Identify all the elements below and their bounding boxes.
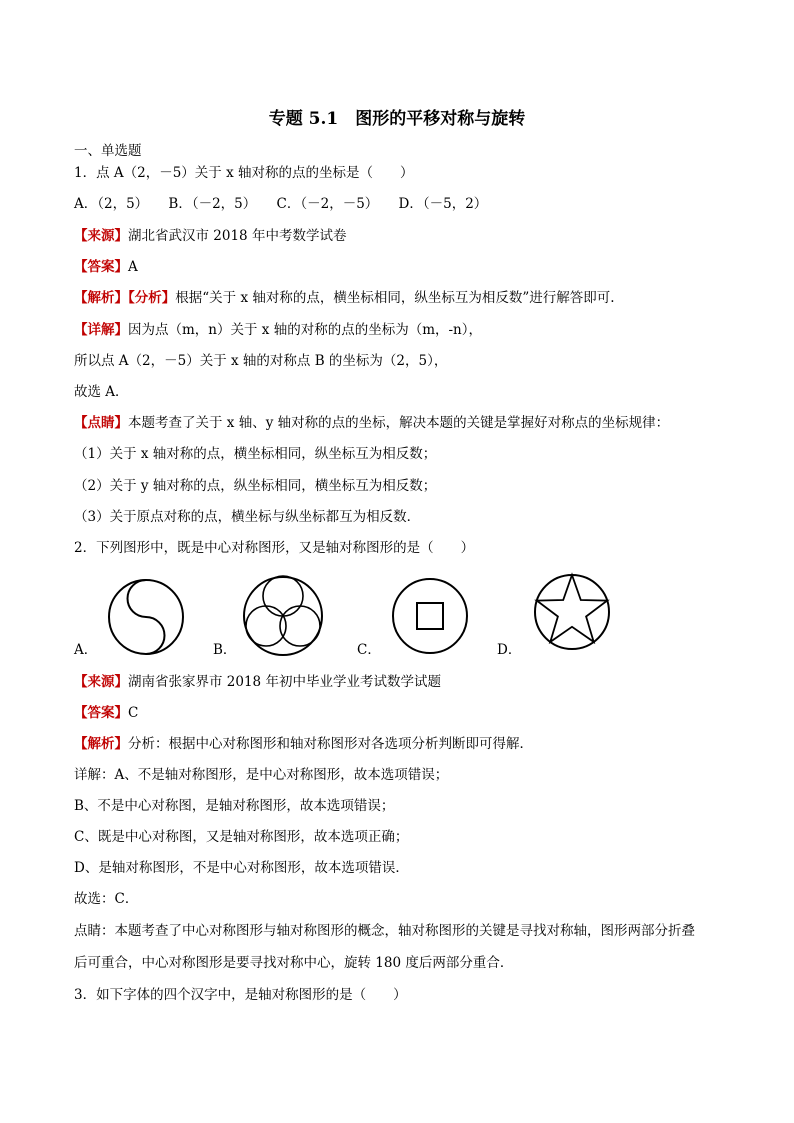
q1-rule3: （3）关于原点对称的点，横坐标与纵坐标都互为相反数． — [74, 509, 421, 525]
q2-detail3: C、既是中心对称图，又是轴对称图形，故本选项正确； — [74, 829, 409, 845]
answer-text: C — [128, 705, 139, 721]
q1-rule2: （2）关于 y 轴对称的点，纵坐标相同，横坐标互为相反数； — [74, 478, 437, 494]
analysis-text: 分析：根据中心对称图形和轴对称图形对各选项分析判断即可得解． — [128, 736, 533, 752]
q1-answer — [74, 257, 138, 277]
section-heading: 一、单选题 — [74, 143, 142, 159]
q1-detail-line3: 故选 A． — [74, 384, 129, 400]
figure-c-square-in-circle — [390, 576, 470, 656]
analysis-text: 根据“关于 x 轴对称的点，横坐标相同，纵坐标互为相反数”进行解答即可. — [175, 290, 615, 306]
q2-detail5: 故选：C． — [74, 891, 139, 907]
detail-tag: 【详解】 — [74, 322, 128, 338]
figure-d-star-in-circle — [532, 572, 612, 652]
answer-tag: 【答案】 — [74, 705, 128, 721]
comment-text: 本题考查了关于 x 轴、y 轴对称的点的坐标，解决本题的关键是掌握好对称点的坐标规律： — [128, 415, 670, 431]
q1-detail — [74, 320, 482, 340]
q1-stem: 1．点 A（2，－5）关于 x 轴对称的点的坐标是（ ） — [74, 165, 414, 181]
source-tag: 【来源】 — [74, 228, 128, 244]
analysis-tag: 【解析】【分析】 — [74, 290, 176, 306]
source-tag: 【来源】 — [74, 674, 128, 690]
source-text: 湖北省武汉市 2018 年中考数学试卷 — [128, 228, 347, 244]
q1-comment — [74, 413, 669, 433]
answer-tag: 【答案】 — [74, 259, 128, 275]
q2-detail1: 详解：A、不是轴对称图形，是中心对称图形，故本选项错误； — [74, 767, 449, 783]
option-d-label: D． — [497, 642, 522, 658]
q2-source — [74, 672, 441, 692]
q1-options: A．（2，5） B．（－2，5） C．（－2，－5） D．（－5，2） — [74, 196, 488, 212]
comment-tag: 【点睛】 — [74, 415, 128, 431]
q2-stem: 2．下列图形中，既是中心对称图形，又是轴对称图形的是（ ） — [74, 540, 475, 556]
q3-stem: 3．如下字体的四个汉字中，是轴对称图形的是（ ） — [74, 987, 407, 1003]
detail-text: 因为点（m，n）关于 x 轴的对称的点的坐标为（m，-n）， — [128, 322, 482, 338]
option-c-label: C． — [357, 642, 381, 658]
option-a-label: A． — [74, 642, 98, 658]
figure-a-yin-yang — [107, 578, 185, 656]
q1-source — [74, 226, 346, 246]
source-text: 湖南省张家界市 2018 年初中毕业学业考试数学试题 — [128, 674, 441, 690]
q1-detail-line2: 所以点 A（2，－5）关于 x 轴的对称点 B 的坐标为（2，5）， — [74, 353, 448, 369]
page-title: 专题 5.1 图形的平移对称与旋转 — [268, 109, 526, 129]
q2-answer — [74, 703, 138, 723]
figure-b-three-arcs — [241, 574, 325, 658]
q2-detail2: B、不是中心对称图，是轴对称图形，故本选项错误； — [74, 798, 395, 814]
q1-rule1: （1）关于 x 轴对称的点，横坐标相同，纵坐标互为相反数； — [74, 446, 437, 462]
q2-detail4: D、是轴对称图形，不是中心对称图形，故本选项错误． — [74, 860, 409, 876]
q2-comment1: 点睛：本题考查了中心对称图形与轴对称图形的概念，轴对称图形的关键是寻找对称轴，图形两部分折叠 — [74, 923, 695, 939]
option-b-label: B． — [213, 642, 237, 658]
answer-text: A — [128, 259, 138, 275]
q2-comment2: 后可重合，中心对称图形是要寻找对称中心，旋转 180 度后两部分重合． — [74, 955, 514, 971]
q2-analysis — [74, 734, 533, 754]
analysis-tag: 【解析】 — [74, 736, 128, 752]
q1-analysis — [74, 288, 615, 308]
